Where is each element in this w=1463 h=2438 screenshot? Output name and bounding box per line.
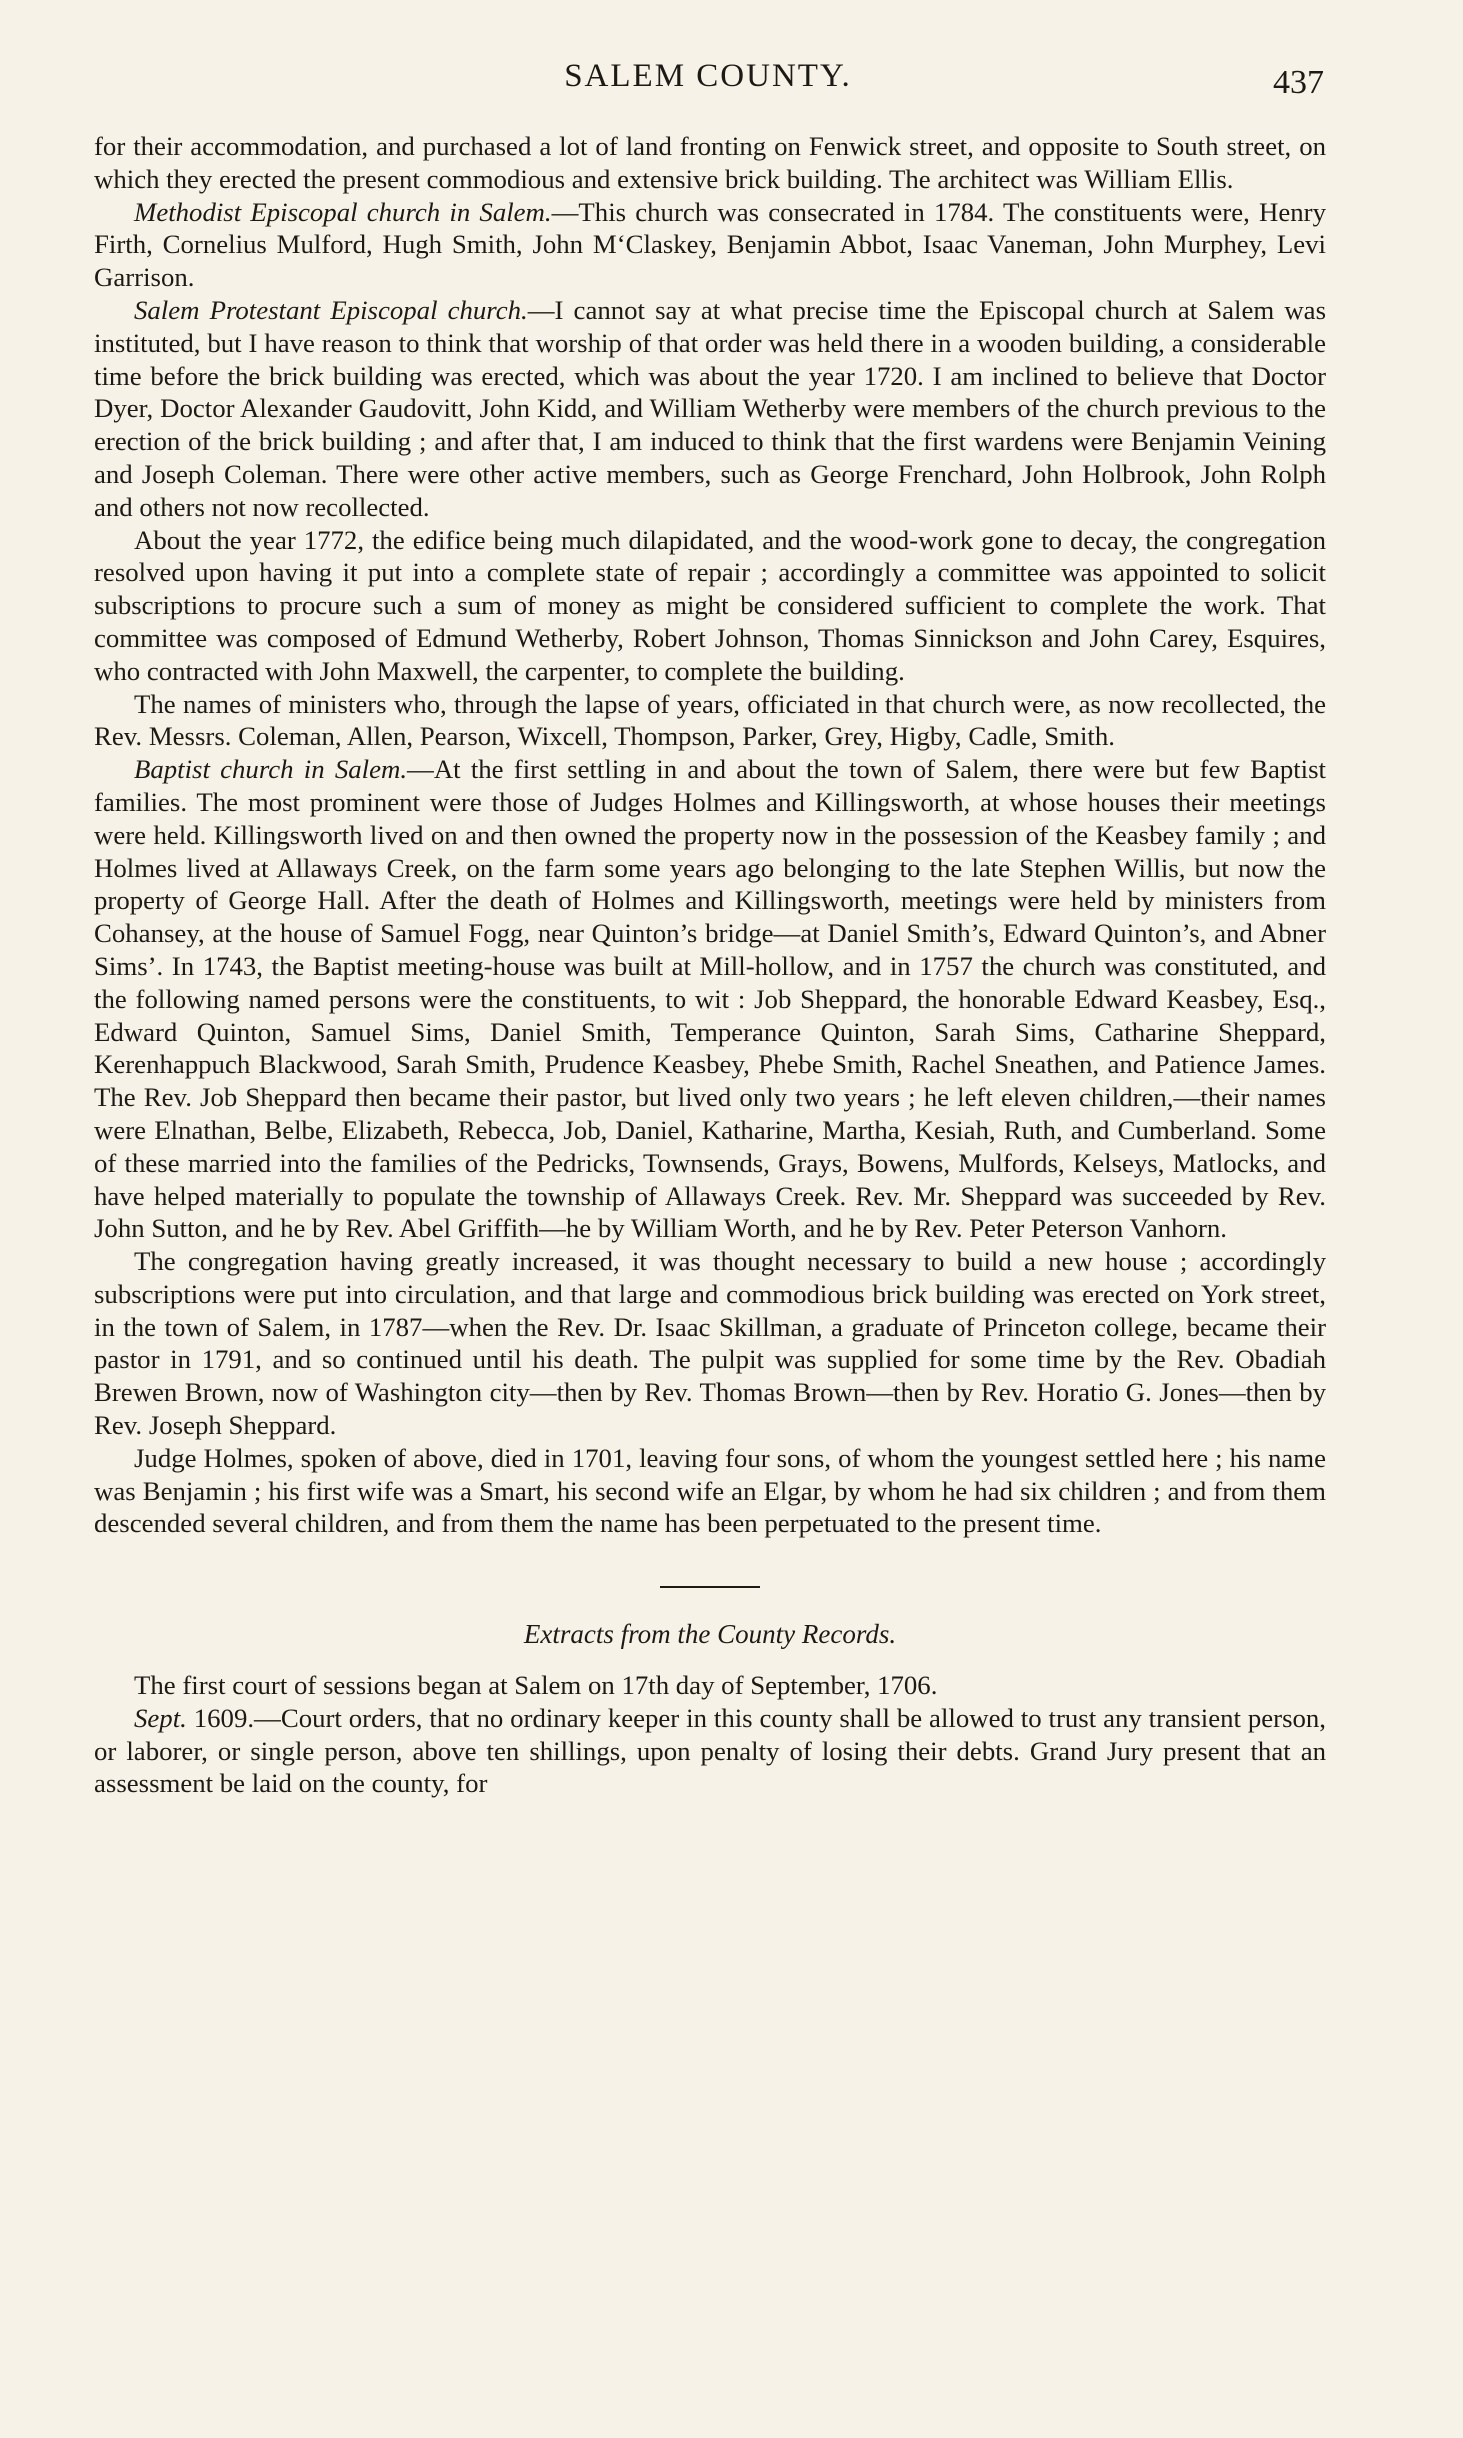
paragraph-text: —This church was consecrated in 1784. The constituents were, Henry Firth, Cornelius Mulford, Hugh Smith, John M‘Claskey, Benjamin Abbot, Isaac Vaneman, John Murphey, Levi Garrison. bbox=[94, 196, 1326, 293]
paragraph-text: —I cannot say at what precise time the Episcopal church at Salem was instituted, but I have reason to think that worship of that order was held there in a wooden building, a considerable time before the brick building was erected, which was about the year 1720. I am inclined to believe that Doctor Dyer, Doctor Alexander Gaudovitt, John Kidd, and William Wetherby were members of the church previous to the erection of the brick building ; and after that, I am induced to think that the first wardens were Benjamin Veining and Joseph Coleman. There were other active members, such as George Frenchard, John Holbrook, John Rolph and others not now recollected. bbox=[94, 294, 1327, 522]
paragraph-text: for their accommodation, and purchased a lot of land fronting on Fenwick street, and opposite to South street, on which they erected the present commodious and extensive brick building. The architect was William Ellis. bbox=[94, 131, 1326, 194]
paragraph bbox=[94, 196, 1326, 294]
paragraph bbox=[94, 294, 1326, 524]
paragraph-text: The names of ministers who, through the lapse of years, officiated in that church were, as now recollected, the Rev. Messrs. Coleman, Allen, Pearson, Wixcell, Thompson, Parker, Grey, Higby, Cadle, Smith. bbox=[94, 688, 1326, 752]
paragraph bbox=[94, 1669, 1326, 1702]
page-number: 437 bbox=[1273, 64, 1324, 101]
paragraph bbox=[94, 1245, 1326, 1442]
section-divider bbox=[660, 1586, 760, 1588]
paragraph-text: The congregation having greatly increased, it was thought necessary to build a new house ; accordingly subscriptions were put into circulation, and that large and commodious brick building was erected on York street, in the town of Salem, in 1787—when the Rev. Dr. Isaac Skillman, a graduate of Princeton college, became their pastor in 1791, and so continued until his death. The pulpit was supplied for some time by the Rev. Obadiah Brewen Brown, now of Washington city—then by Rev. Thomas Brown—then by Rev. Horatio G. Jones—then by Rev. Joseph Sheppard. bbox=[94, 1246, 1326, 1441]
paragraph-text: Judge Holmes, spoken of above, died in 1701, leaving four sons, of whom the youngest settled here ; his name was Benjamin ; his first wife was a Smart, his second wife an Elgar, by whom he had six children ; and from them descended several children, and from them the name has been perpetuated to the present time. bbox=[94, 1442, 1326, 1539]
paragraph-lead: Salem Protestant Episcopal church. bbox=[134, 294, 528, 325]
paragraph-text: —At the first settling in and about the town of Salem, there were but few Baptist families. The most prominent were those of Judges Holmes and Killingsworth, at whose houses their meetings were held. Killingsworth lived on and then owned the property now in the possession of the Keasbey family ; and Holmes lived at Allaways Creek, on the farm some years ago belonging to the late Stephen Willis, but now the property of George Hall. After the death of Holmes and Killingsworth, meetings were held by ministers from Cohansey, at the house of Samuel Fogg, near Quinton’s bridge—at Daniel Smith’s, Edward Quinton’s, and Abner Sims’. In 1743, the Baptist meeting-house was built at Mill-hollow, and in 1757 the church was constituted, and the following named persons were the constituents, to wit : Job Sheppard, the honorable Edward Keasbey, Esq., Edward Quinton, Samuel Sims, Daniel Smith, Temperance Quinton, Sarah Sims, Catharine Sheppard, Kerenhappuch Blackwood, Sarah Smith, Prudence Keasbey, Phebe Smith, Rachel Sneathen, and Patience James. The Rev. Job Sheppard then became their pastor, but lived only two years ; he left eleven children,—their names were Elnathan, Belbe, Elizabeth, Rebecca, Job, Daniel, Katharine, Martha, Kesiah, Ruth, and Cumberland. Some of these married into the families of the Pedricks, Townsends, Grays, Bowens, Mulfords, Kelseys, Matlocks, and have helped materially to populate the township of Allaways Creek. Rev. Mr. Sheppard was succeeded by Rev. John Sutton, and he by Rev. Abel Griffith—he by William Worth, and he by Rev. Peter Peterson Vanhorn. bbox=[94, 754, 1326, 1244]
section-title: Extracts from the County Records. bbox=[523, 1619, 897, 1650]
paragraph bbox=[94, 753, 1326, 1245]
paragraph bbox=[94, 688, 1326, 754]
paragraph bbox=[94, 524, 1326, 688]
paragraph-lead: Sept. bbox=[134, 1702, 187, 1733]
running-head bbox=[92, 58, 1324, 110]
paragraph bbox=[94, 1702, 1326, 1800]
paragraph-text: About the year 1772, the edifice being much dilapidated, and the wood-work gone to decay, the congregation resolved upon having it put into a complete state of repair ; accordingly a committee was appointed to solicit subscriptions to procure such a sum of money as might be considered sufficient to complete the work. That committee was composed of Edmund Wetherby, Robert Johnson, Thomas Sinnickson and John Carey, Esquires, who contracted with John Maxwell, the carpenter, to complete the building. bbox=[94, 524, 1326, 686]
paragraph bbox=[94, 130, 1326, 196]
paragraph-lead: Baptist church in Salem. bbox=[134, 754, 408, 785]
paragraph-text: The first court of sessions began at Salem on 17th day of September, 1706. bbox=[134, 1670, 938, 1701]
page-title: SALEM COUNTY. bbox=[564, 58, 852, 94]
paragraph-text: 1609.—Court orders, that no ordinary keeper in this county shall be allowed to trust any transient person, or laborer, or single person, above ten shillings, upon penalty of losing their debts. Grand Jury present that an assessment be laid on the county, for bbox=[94, 1702, 1326, 1799]
body-text bbox=[94, 130, 1326, 1800]
paragraph bbox=[94, 1442, 1326, 1540]
paragraph-lead: Methodist Episcopal church in Salem. bbox=[134, 196, 552, 227]
